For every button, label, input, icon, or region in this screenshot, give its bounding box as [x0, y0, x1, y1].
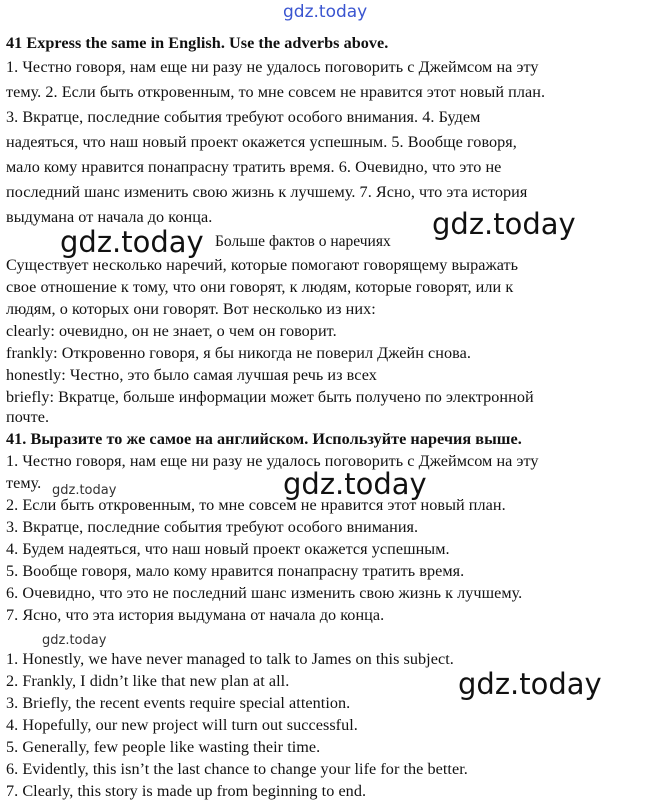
- answer-line: 1. Honestly, we have never managed to talk to James on this subject.: [6, 650, 454, 668]
- answer-line: 6. Evidently, this isn’t the last chance to change your life for the better.: [6, 760, 468, 778]
- facts-line: honestly: Честно, это было самая лучшая речь из всех: [6, 366, 377, 384]
- answer-line: 4. Hopefully, our new project will turn out successful.: [6, 716, 358, 734]
- exercise-en-line: последний шанс изменить свою жизнь к лучшему. 7. Ясно, что эта история: [6, 183, 528, 201]
- watermark-small-inline: gdz.today: [52, 483, 117, 498]
- watermark-center: gdz.today: [283, 467, 427, 501]
- facts-line: свое отношение к тому, что они говорят, к людям, которые говорят, или к: [6, 278, 514, 296]
- exercise-heading-en: 41 Express the same in English. Use the adverbs above.: [6, 34, 389, 52]
- exercise-ru-line: 4. Будем надеяться, что наш новый проект окажется успешным.: [6, 540, 450, 558]
- exercise-ru-line: 3. Вкратце, последние события требуют особого внимания.: [6, 518, 419, 536]
- facts-title: Больше фактов о наречиях: [215, 233, 391, 250]
- answer-line: 2. Frankly, I didn’t like that new plan at all.: [6, 672, 290, 690]
- exercise-en-line: тему. 2. Если быть откровенным, то мне совсем не нравится этот новый план.: [6, 83, 546, 101]
- facts-line: clearly: очевидно, он не знает, о чем он говорит.: [6, 322, 337, 340]
- exercise-heading-ru: 41. Выразите то же самое на английском. Используйте наречия выше.: [6, 430, 522, 448]
- watermark-mid-right: gdz.today: [432, 207, 576, 241]
- answer-line: 7. Clearly, this story is made up from beginning to end.: [6, 782, 367, 800]
- exercise-ru-line: 6. Очевидно, что это не последний шанс изменить свою жизнь к лучшему.: [6, 584, 523, 602]
- facts-line: briefly: Вкратце, больше информации может быть получено по электронной: [6, 388, 534, 406]
- watermark-small-left: gdz.today: [42, 633, 107, 648]
- watermark-bottom-right: gdz.today: [458, 667, 602, 701]
- exercise-ru-line: 5. Вообще говоря, мало кому нравится понапрасну тратить время.: [6, 562, 465, 580]
- exercise-en-line: 1. Честно говоря, нам еще ни разу не удалось поговорить с Джеймсом на эту: [6, 58, 539, 76]
- exercise-en-line: выдумана от начала до конца.: [6, 208, 213, 226]
- facts-line: почте.: [6, 408, 50, 426]
- facts-line: людям, о которых они говорят. Вот несколько из них:: [6, 300, 376, 318]
- exercise-ru-line: 1. Честно говоря, нам еще ни разу не удалось поговорить с Джеймсом на эту: [6, 452, 539, 470]
- answer-line: 3. Briefly, the recent events require special attention.: [6, 694, 351, 712]
- exercise-en-line: надеяться, что наш новый проект окажется успешным. 5. Вообще говоря,: [6, 133, 517, 151]
- exercise-en-line: мало кому нравится понапрасну тратить время. 6. Очевидно, что это не: [6, 158, 502, 176]
- answer-line: 5. Generally, few people like wasting their time.: [6, 738, 321, 756]
- exercise-en-line: 3. Вкратце, последние события требуют особого внимания. 4. Будем: [6, 108, 481, 126]
- exercise-ru-line: 2. Если быть откровенным, то мне совсем не нравится этот новый план.: [6, 496, 506, 514]
- facts-line: Существует несколько наречий, которые помогают говорящему выражать: [6, 256, 519, 274]
- watermark-top: gdz.today: [283, 2, 368, 22]
- exercise-ru-line: тему.: [6, 474, 42, 492]
- watermark-mid-left: gdz.today: [60, 225, 204, 259]
- facts-line: frankly: Откровенно говоря, я бы никогда не поверил Джейн снова.: [6, 344, 471, 362]
- exercise-ru-line: 7. Ясно, что эта история выдумана от начала до конца.: [6, 606, 385, 624]
